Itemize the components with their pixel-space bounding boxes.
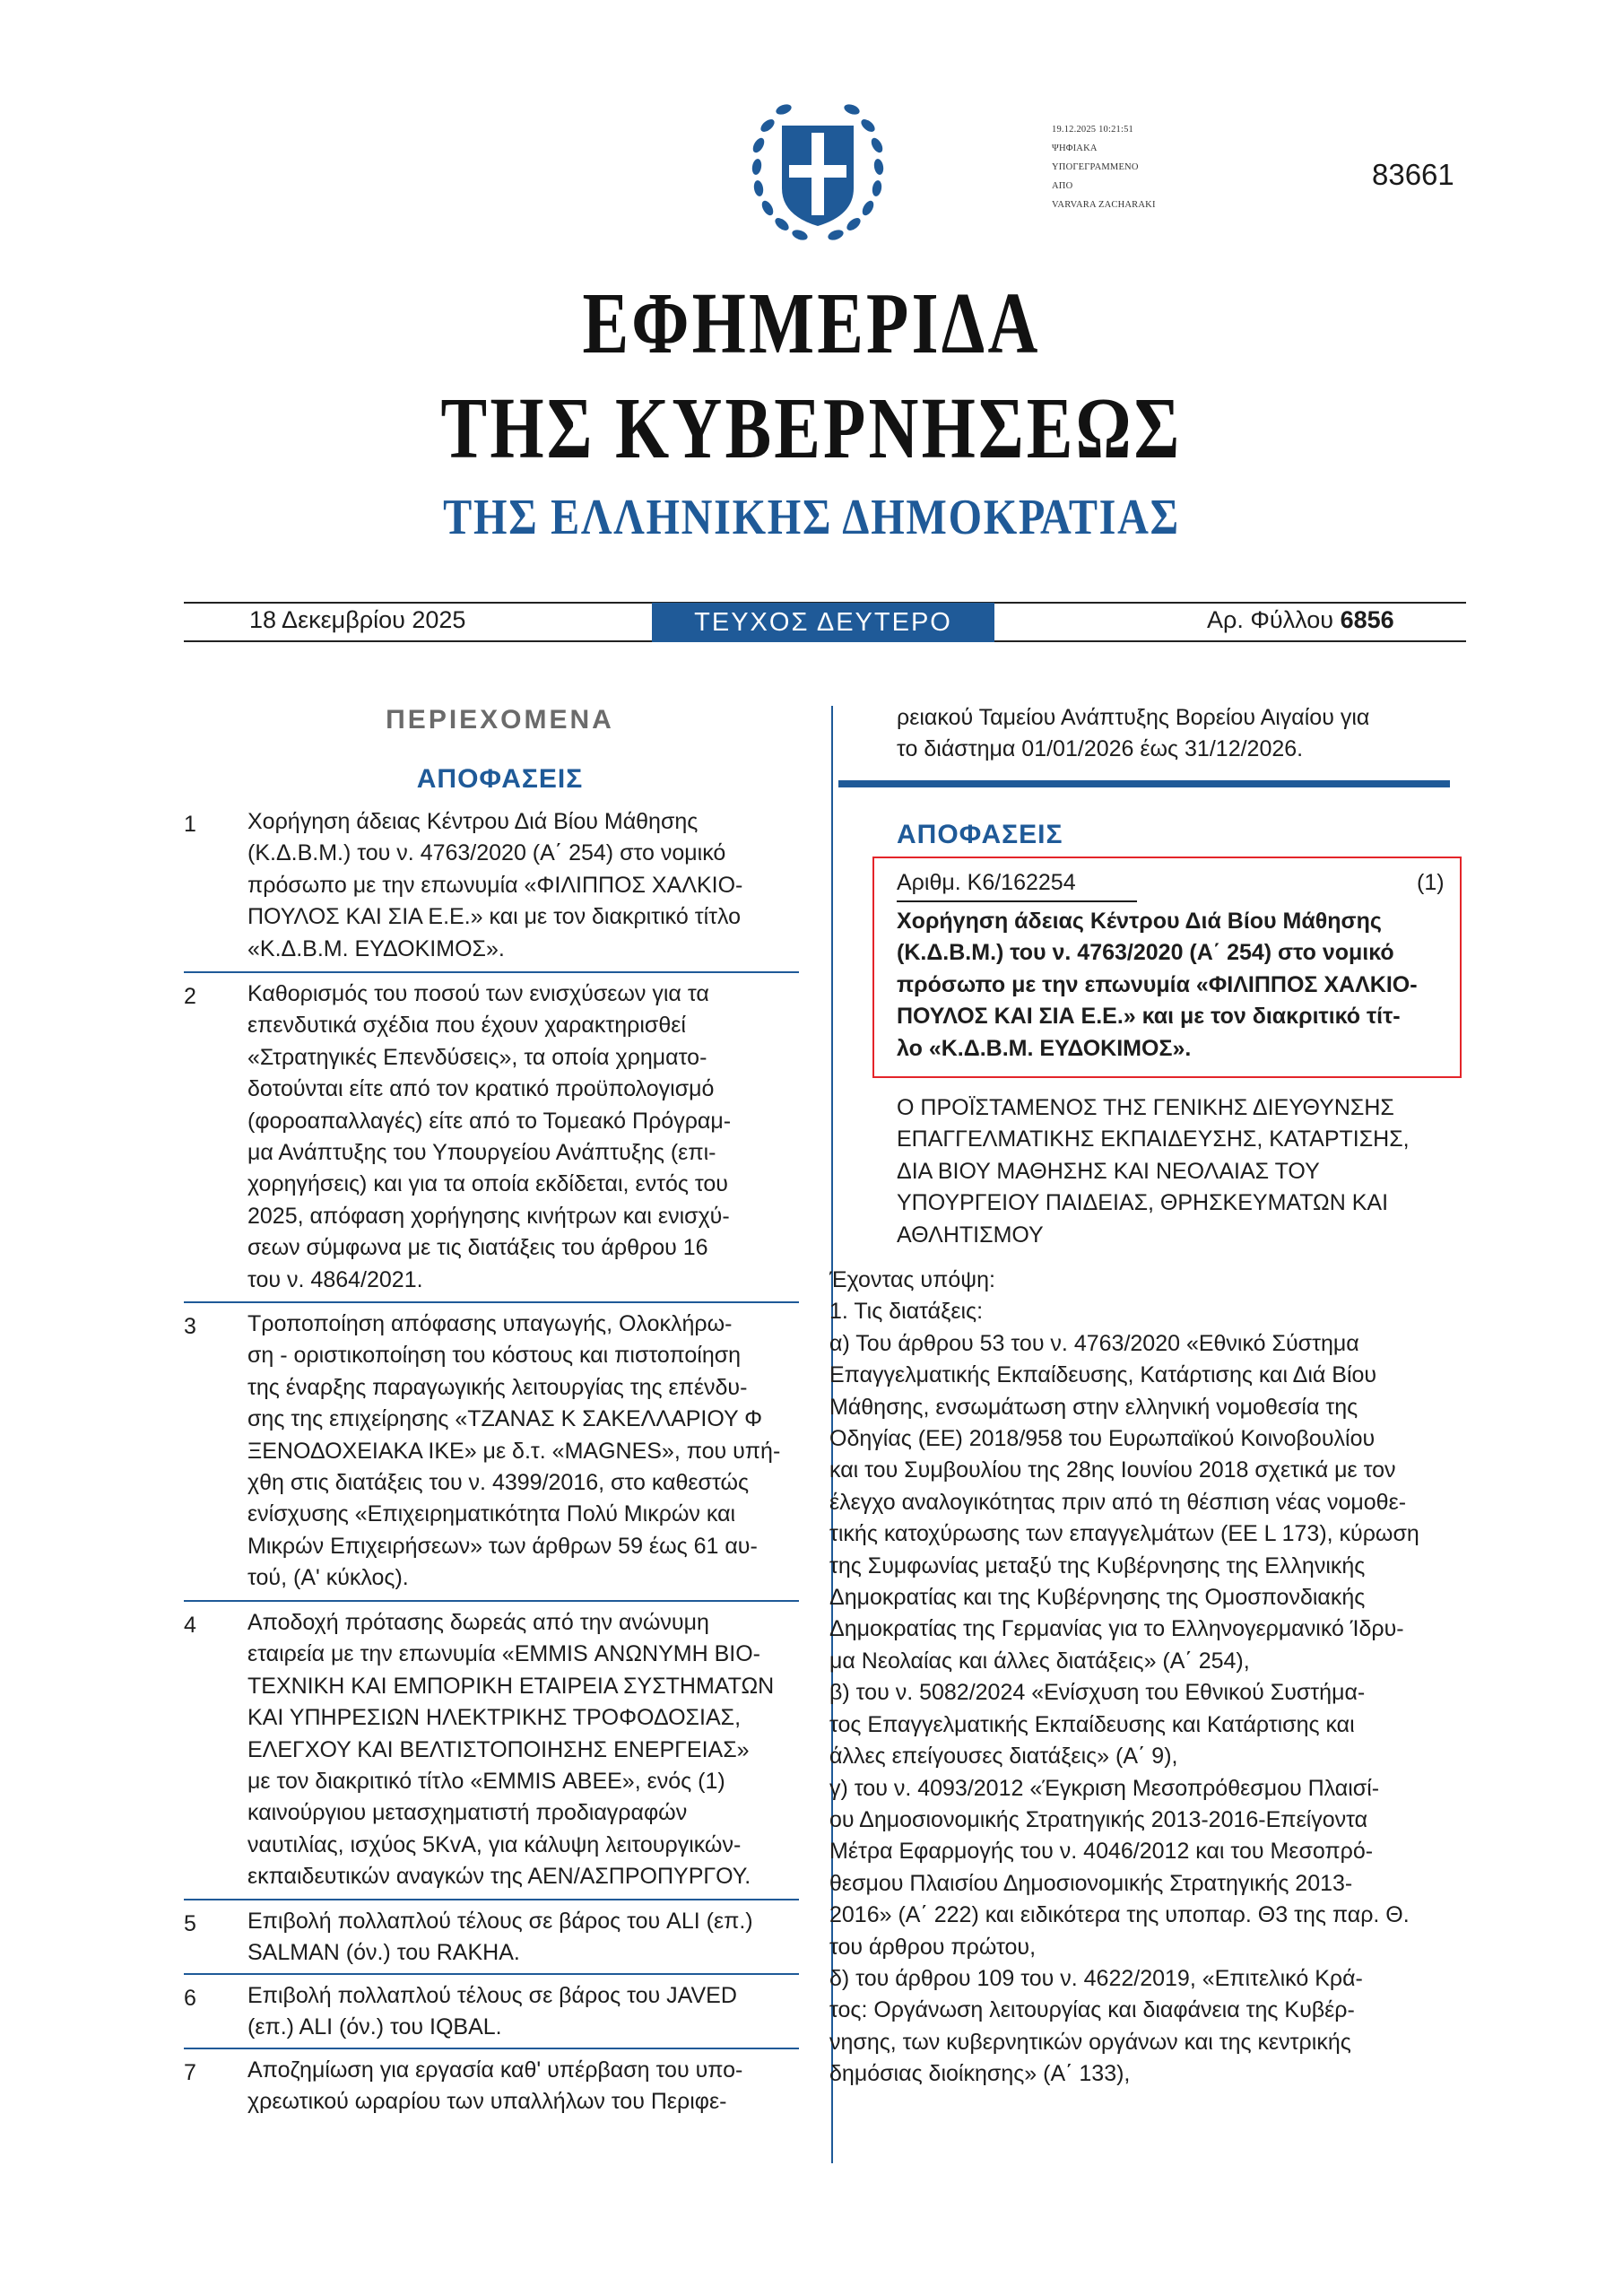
toc-separator bbox=[184, 1301, 799, 1303]
decision-title: Χορήγηση άδειας Κέντρου Διά Βίου Μάθησης (Κ.Δ.Β.Μ.) του ν. 4763/2020 (Α΄ 254) στο νομικό πρόσωπο με την επωνυμία «ΦΙΛΙΠΠΟΣ ΧΑΛΚΙΟ- ΠΟΥΛΟΣ ΚΑΙ ΣΙΑ Ε.Ε.» και με τον διακριτικό τίτ- λο «Κ.Δ.Β.Μ. ΕΥΔΟΚΙΜΟΣ». bbox=[897, 909, 1418, 1061]
decision-reference-underline bbox=[897, 900, 1137, 902]
toc-item-number: 5 bbox=[184, 1911, 196, 1936]
issue-number-label: Αρ. Φύλλου bbox=[1207, 606, 1334, 633]
toc-item-text: Τροποποίηση απόφασης υπαγωγής, Ολοκλήρω- ση - οριστικοποίηση του κόστους και πιστοποίηση της έναρξης παραγωγικής λειτουργίας της επένδυ- σης της επιχείρησης «ΤΖΑΝΑΣ Κ ΣΑΚΕΛΛΑΡΙΟΥ Φ ΞΕΝΟΔΟΧΕΙΑΚΑ ΙΚΕ» με δ.τ. «MAGNES», που υπή- χθη στις διατάξεις του ν. 4399/2016, στο καθεστώς ενίσχυσης «Επιχειρηματικότητα Πολύ Μικρών και Μικρών Επιχειρήσεων» των άρθρων 59 έως 61 αυ- τού, (Α' κύκλος). bbox=[247, 1311, 781, 1591]
section-rule bbox=[838, 780, 1450, 787]
toc-item-number: 3 bbox=[184, 1314, 196, 1339]
signature-line: ΑΠΟ bbox=[1052, 181, 1073, 191]
decision-reference: Αριθμ. Κ6/162254 bbox=[897, 870, 1076, 895]
decision-sequence: (1) bbox=[1417, 870, 1445, 895]
toc-separator bbox=[184, 1973, 799, 1975]
gazette-title-line2: ΤΗΣ ΚΥΒΕΡΝΗΣΕΩΣ bbox=[440, 380, 1183, 477]
issue-type-badge: ΤΕΥΧΟΣ ΔΕΥΤΕΡΟ bbox=[652, 603, 994, 642]
toc-item-text: Χορήγηση άδειας Κέντρου Διά Βίου Μάθησης (Κ.Δ.Β.Μ.) του ν. 4763/2020 (Α΄ 254) στο νομικό πρόσωπο με την επωνυμία «ΦΙΛΙΠΠΟΣ ΧΑΛΚΙΟ- ΠΟΥΛΟΣ ΚΑΙ ΣΙΑ Ε.Ε.» και με τον διακριτικό τίτλο «Κ.Δ.Β.Μ. ΕΥΔΟΚΙΜΟΣ». bbox=[247, 809, 743, 961]
toc-item-number: 2 bbox=[184, 984, 196, 1009]
signature-line: VARVARA ZACHARAKI bbox=[1052, 200, 1156, 210]
signature-line: 19.12.2025 10:21:51 bbox=[1052, 125, 1134, 135]
issue-number bbox=[1207, 606, 1394, 634]
toc-separator bbox=[184, 1899, 799, 1900]
toc-separator bbox=[184, 971, 799, 973]
toc-item-number: 1 bbox=[184, 812, 196, 837]
contents-heading: ΠΕΡΙΕΧΟΜΕΝΑ bbox=[386, 705, 614, 735]
contents-decisions-heading: ΑΠΟΦΑΣΕΙΣ bbox=[416, 764, 584, 794]
toc-separator bbox=[184, 1600, 799, 1602]
greek-coat-of-arms-icon bbox=[742, 90, 893, 242]
issuing-authority: Ο ΠΡΟΪΣΤΑΜΕΝΟΣ ΤΗΣ ΓΕΝΙΚΗΣ ΔΙΕΥΘΥΝΣΗΣ ΕΠΑΓΓΕΛΜΑΤΙΚΗΣ ΕΚΠΑΙΔΕΥΣΗΣ, ΚΑΤΑΡΤΙΣΗΣ, ΔΙΑ ΒΙΟΥ ΜΑΘΗΣΗΣ ΚΑΙ ΝΕΟΛΑΙΑΣ ΤΟΥ ΥΠΟΥΡΓΕΙΟΥ ΠΑΙΔΕΙΑΣ, ΘΡΗΣΚΕΥΜΑΤΩΝ ΚΑΙ ΑΘΛΗΤΙΣΜΟΥ bbox=[897, 1095, 1410, 1248]
gazette-title-line3: ΤΗΣ ΕΛΛΗΝΙΚΗΣ ΔΗΜΟΚΡΑΤΙΑΣ bbox=[443, 490, 1180, 545]
toc-item-text: Επιβολή πολλαπλού τέλους σε βάρος του JAVED (επ.) ALI (όν.) του IQBAL. bbox=[247, 1983, 737, 2040]
toc-item-text: Καθορισμός του ποσού των ενισχύσεων για τα επενδυτικά σχέδια που έχουν χαρακτηρισθεί «Στρατηγικές Επενδύσεις», τα οποία χρηματο- δοτούνται είτε από τον κρατικό προϋπολογισμό (φοροαπαλλαγές) είτε από το Τομεακό Πρόγραμ- μα Ανάπτυξης του Υπουργείου Ανάπτυξης (επι- χορηγήσεις) και για τα οποία εκδίδεται, εντός του 2025, απόφαση χορήγησης κινήτρων και ενισχύ- σεων σύμφωνα με τις διατάξεις του άρθρου 16 του ν. 4864/2021. bbox=[247, 981, 732, 1292]
gazette-title-line1: ΕΦΗΜΕΡΙΔΑ bbox=[582, 275, 1041, 372]
toc-item-continuation: ρειακού Ταμείου Ανάπτυξης Βορείου Αιγαίου για το διάστημα 01/01/2026 έως 31/12/2026. bbox=[897, 705, 1370, 762]
toc-item-text: Αποδοχή πρότασης δωρεάς από την ανώνυμη εταιρεία με την επωνυμία «EMMIS ΑΝΩΝΥΜΗ ΒΙΟ- ΤΕΧΝΙΚΗ ΚΑΙ ΕΜΠΟΡΙΚΗ ΕΤΑΙΡΕΙΑ ΣΥΣΤΗΜΑΤΩΝ ΚΑΙ ΥΠΗΡΕΣΙΩΝ ΗΛΕΚΤΡΙΚΗΣ ΤΡΟΦΟΔΟΣΙΑΣ, ΕΛΕΓΧΟΥ ΚΑΙ ΒΕΛΤΙΣΤΟΠΟΙΗΣΗΣ ΕΝΕΡΓΕΙΑΣ» με τον διακριτικό τίτλο «EMMIS ΑΒΕΕ», ενός (1) καινούργιου μετασχηματιστή προδιαγραφών ναυτιλίας, ισχύος 5KvA, για κάλυψη λειτουργικών- εκπαιδευτικών αναγκών της ΑΕΝ/ΑΣΠΡΟΠΥΡΓΟΥ. bbox=[247, 1610, 775, 1890]
signature-line: ΥΠΟΓΕΓΡΑΜΜΕΝΟ bbox=[1052, 162, 1139, 172]
decision-body: Έχοντας υπόψη: 1. Τις διατάξεις: α) Του άρθρου 53 του ν. 4763/2020 «Εθνικό Σύστημα Επαγγελματικής Εκπαίδευσης, Κατάρτισης και Διά Βίου Μάθησης, ενσωμάτωση στην ελληνική νομοθεσία της Οδηγίας (ΕΕ) 2018/958 του Ευρωπαϊκού Κοινοβουλίου και του Συμβουλίου της 28ης Ιουνίου 2018 σχετικά με τον έλεγχο αναλογικότητας πριν από τη θέσπιση νέας νομοθε- τικής κατοχύρωσης των επαγγελμάτων (EE L 173), κύρωση της Συμφωνίας μεταξύ της Κυβέρνησης της Ελληνικής Δημοκρατίας και της Κυβέρνησης της Ομοσπονδιακής Δημοκρατίας της Γερμανίας για το Ελληνογερμανικό Ίδρυ- μα Νεολαίας και άλλες διατάξεις» (Α΄ 254), β) του ν. 5082/2024 «Ενίσχυση του Εθνικού Συστήμα- τος Επαγγελματικής Εκπαίδευσης και Κατάρτισης και άλλες επείγουσες διατάξεις» (Α΄ 9), γ) του ν. 4093/2012 «Έγκριση Μεσοπρόθεσμου Πλαισί- ου Δημοσιονομικής Στρατηγικής 2013-2016-Επείγοντα Μέτρα Εφαρμογής του ν. 4046/2012 και του Μεσοπρό- θεσμου Πλαισίου Δημοσιονομικής Στρατηγικής 2013- 2016» (Α΄ 222) και ειδικότερα της υποπαρ. Θ3 της παρ. Θ. του άρθρου πρώτου, δ) του άρθρου 109 του ν. 4622/2019, «Επιτελικό Κρά- τος: Οργάνωση λειτουργίας και διαφάνεια της Κυβέρ- νησης, των κυβερνητικών οργάνων και της κεντρικής δημόσιας διοίκησης» (Α΄ 133), bbox=[829, 1267, 1419, 2087]
page-number: 83661 bbox=[1372, 158, 1454, 191]
signature-line: ΨΗΦΙΑΚΑ bbox=[1052, 144, 1098, 153]
decisions-heading: ΑΠΟΦΑΣΕΙΣ bbox=[897, 820, 1063, 849]
toc-item-number: 7 bbox=[184, 2060, 196, 2085]
issue-number-value: 6856 bbox=[1340, 606, 1394, 633]
issue-date: 18 Δεκεμβρίου 2025 bbox=[249, 606, 466, 633]
toc-item-number: 4 bbox=[184, 1613, 196, 1638]
toc-item-number: 6 bbox=[184, 1986, 196, 2011]
toc-separator bbox=[184, 2048, 799, 2049]
toc-item-text: Αποζημίωση για εργασία καθ' υπέρβαση του υπο- χρεωτικού ωραρίου των υπαλλήλων του Περιφε- bbox=[247, 2057, 743, 2115]
toc-item-text: Επιβολή πολλαπλού τέλους σε βάρος του ALI (επ.) SALMAN (όν.) του RAKHA. bbox=[247, 1909, 753, 1966]
digital-signature-stamp bbox=[1052, 120, 1156, 214]
